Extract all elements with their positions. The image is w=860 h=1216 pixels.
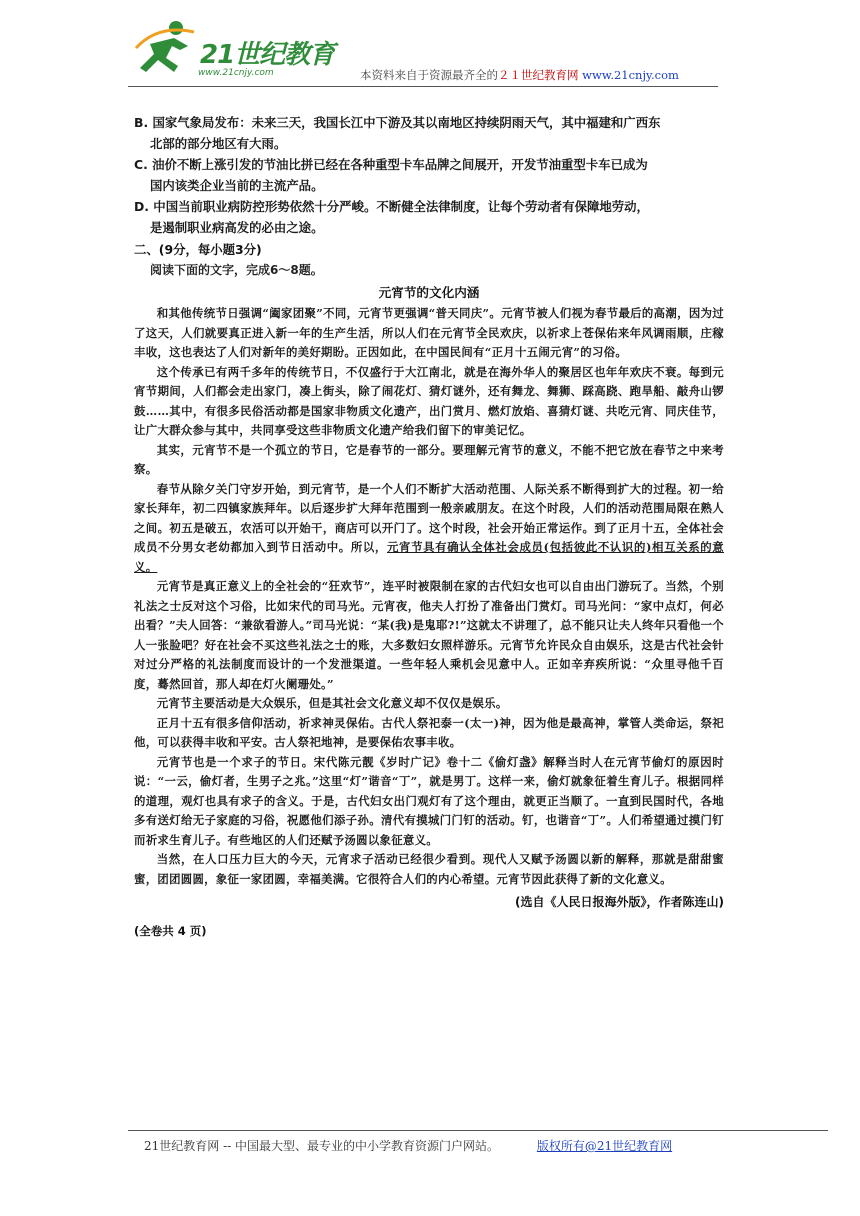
article-paragraph: 元宵节是真正意义上的全社会的“狂欢节”，连平时被限制在家的古代妇女也可以自由出门游玩了。当然，个别礼法之士反对这个习俗，比如宋代的司马光。元宵夜，他夫人打扮了准备出门赏灯。司马光问：“家中点灯，何必出看？”夫人回答：“兼欲看游人。”司马光说：“某(我)是鬼耶?!”这就太不讲理了，总不能只让夫人终年只看他一个人一张脸吧？好在社会不买这些礼法之士的账，大多数妇女照样游乐。元宵节允许民众自由娱乐，这是古代社会针对过分严格的礼法制度而设计的一个发泄渠道。一些年轻人乘机会见意中人。正如辛弃疾所说：“众里寻他千百度，蓦然回首，那人却在灯火阑珊处。” [134, 579, 724, 691]
option-line: D. 中国当前职业病防控形势依然十分严峻。不断健全法律制度，让每个劳动者有保障地劳动， [134, 199, 649, 214]
article-paragraph: 正月十五有很多信仰活动，祈求神灵保佑。古代人祭祀泰一(太一)神，因为他是最高神，掌管人类命运，祭祀他，可以获得丰收和平安。古人祭祀地神，是要保佑农事丰收。 [134, 715, 724, 749]
article-title: 元宵节的文化内涵 [378, 285, 480, 300]
page-header [128, 14, 718, 84]
article-source: (选自《人民日报海外版》，作者陈连山) [515, 895, 724, 909]
option-line: 是遏制职业病高发的必由之途。 [150, 220, 324, 235]
article-paragraph: 和其他传统节日强调“阖家团聚”不同，元宵节更强调“普天同庆”。元宵节被人们视为春节最后的高潮，因为过了这天，人们就要真正进入新一年的生产生活，所以人们在元宵节全民欢庆，以祈求上苍保佑来年风调雨顺，庄稼丰收，这也表达了人们对新年的美好期盼。正因如此，在中国民间有“正月十五闹元宵”的习俗。 [134, 306, 724, 359]
option-line: C. 油价不断上涨引发的节油比拼已经在各种重型卡车品牌之间展开，开发节油重型卡车已成为 [134, 157, 648, 172]
article-paragraph: 当然，在人口压力巨大的今天，元宵求子活动已经很少看到。现代人又赋予汤圆以新的解释，那就是甜甜蜜蜜，团团圆圆，象征一家团圆，幸福美满。它很符合人们的内心希望。元宵节因此获得了新的文化意义。 [134, 852, 724, 886]
option-line: B. 国家气象局发布：未来三天，我国长江中下游及其以南地区持续阴雨天气，其中福建和广西东 [134, 115, 661, 130]
running-figure-icon [128, 14, 208, 84]
header-note-site[interactable]: ２１世纪教育网 [498, 68, 579, 82]
option-line: 北部的部分地区有大雨。 [150, 136, 287, 151]
exam-content [134, 112, 724, 941]
article-paragraph: 元宵节主要活动是大众娱乐，但是其社会文化意义却不仅仅是娱乐。 [156, 696, 508, 710]
footer-text: 21世纪教育网 -- 中国最大型、最专业的中小学教育资源门户网站。 [144, 1139, 500, 1153]
header-note-prefix: 本资料来自于资源最齐全的 [360, 68, 498, 82]
section-instruction: 阅读下面的文字，完成6～8题。 [150, 263, 323, 277]
section-heading: 二、(9分，每小题3分) [134, 242, 262, 257]
option-d [134, 196, 724, 238]
option-b [134, 112, 724, 154]
underlined-sentence: 元宵节具有确认全体社会成员(包括彼此不认识的)相互关系的意义。 [134, 540, 724, 574]
option-line: 国内该类企业当前的主流产品。 [150, 178, 324, 193]
header-note-url[interactable]: www.21cnjy.com [582, 68, 679, 82]
header-note [360, 67, 679, 83]
article-paragraph: 元宵节也是一个求子的节日。宋代陈元靓《岁时广记》卷十二《偷灯盏》解释当时人在元宵节偷灯的原因时说：“一云，偷灯者，生男子之兆。”这里“灯”谐音“丁”，就是男丁。这样一来，偷灯就象征着生育儿子。根据同样的道理，观灯也具有求子的含义。于是，古代妇女出门观灯有了这个理由，就更正当顺了。一直到民国时代，各地多有送灯给无子家庭的习俗，祝愿他们添子孙。清代有摸城门门钉的活动。钉，也谐音“丁”。人们希望通过摸门钉而祈求生育儿子。有些地区的人们还赋予汤圆以象征意义。 [134, 754, 724, 847]
page-footer [144, 1137, 672, 1154]
article-paragraph: 其实，元宵节不是一个孤立的节日，它是春节的一部分。要理解元宵节的意义，不能不把它放在春节之中来考察。 [134, 442, 724, 476]
paragraph-text: 春节从除夕关门守岁开始，到元宵节，是一个人们不断扩大活动范围、人际关系不断得到扩大的过程。初一给家长拜年，初二四镇家族拜年。以后逐步扩大拜年范围到一般亲戚朋友。在这个时段，人们的活动范围局限在熟人之间。初五是破五，农活可以开始干，商店可以开门了。这个时段，社会开始正常运作。到了正月十五，全体社会成员不分男女老幼都加入到节日活动中。所以， [134, 481, 724, 554]
site-logo[interactable] [128, 14, 338, 84]
copyright-link[interactable]: 版权所有@21世纪教育网 [536, 1139, 673, 1153]
header-divider [128, 86, 718, 87]
logo-url: www.21cnjy.com [198, 68, 274, 78]
article-paragraph [134, 480, 724, 578]
footer-divider [128, 1130, 828, 1131]
article-paragraph: 这个传承已有两千多年的传统节日，不仅盛行于大江南北，就是在海外华人的聚居区也年年欢庆不衰。每到元宵节期间，人们都会走出家门，凑上街头，除了闹花灯、猜灯谜外，还有舞龙、舞狮、踩高跷、跑旱船、敲舟山锣鼓……其中，有很多民俗活动都是国家非物质文化遗产，出门赏月、燃灯放焰、喜猜灯谜、共吃元宵、同庆佳节，让广大群众参与其中，共同享受这些非物质文化遗产给我们留下的审美记忆。 [134, 364, 724, 437]
logo-text: 21世纪教育 [200, 40, 335, 70]
page-count-note: (全卷共 4 页) [134, 924, 207, 938]
option-c [134, 154, 724, 196]
